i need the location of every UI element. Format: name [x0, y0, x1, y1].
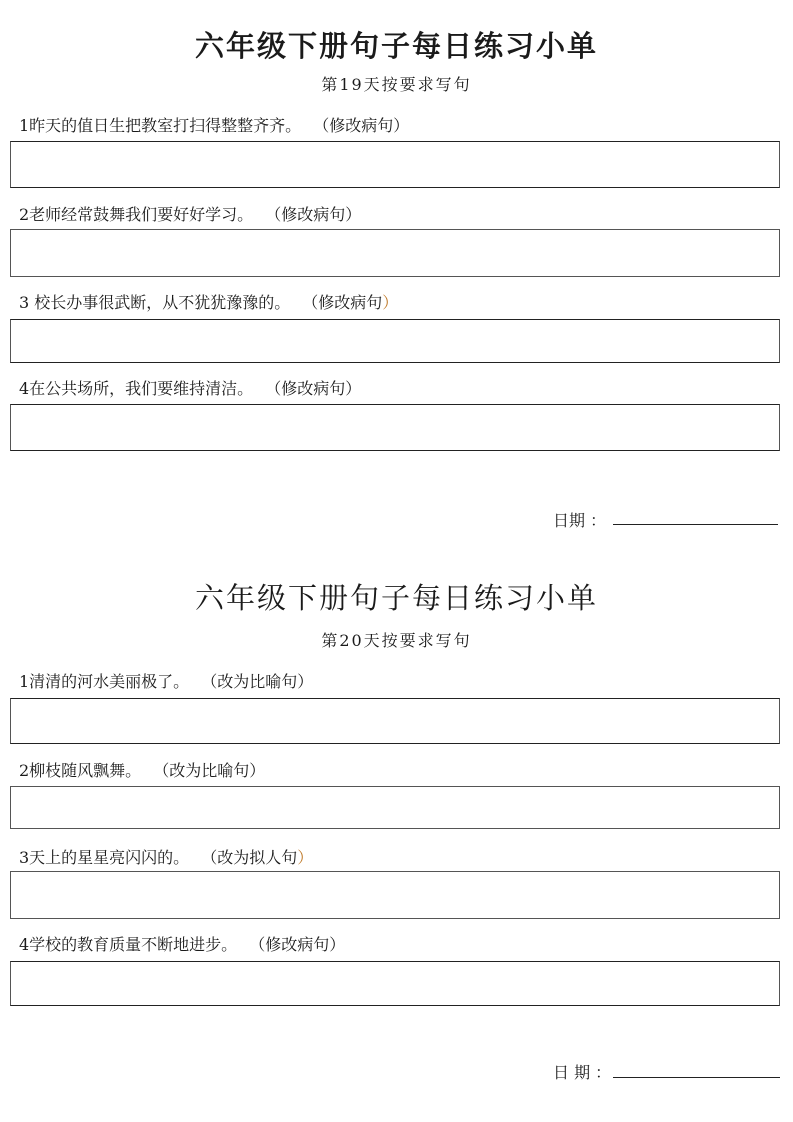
- question-4-prompt: [19, 932, 345, 955]
- date-label: 日 期 ：: [553, 1063, 612, 1082]
- question-2-answer-box[interactable]: [10, 229, 780, 277]
- question-2-instruction: （修改病句）: [273, 205, 362, 224]
- date-label: 日期 ：: [553, 511, 607, 530]
- question-1-instruction: （修改病句）: [321, 116, 410, 135]
- worksheet-title: 六年级下册句子每日练习小单: [194, 581, 598, 615]
- question-1-answer-box[interactable]: [10, 698, 780, 744]
- question-2-prompt: [19, 202, 361, 225]
- question-1-answer-box[interactable]: [10, 141, 780, 188]
- question-4-answer-box[interactable]: [10, 404, 780, 451]
- question-1-sentence: 1清清的河水美丽极了。: [19, 672, 190, 691]
- question-4-prompt: [19, 376, 361, 399]
- worksheet-subtitle: 第20天按要求写句: [321, 631, 472, 650]
- question-4-sentence: 4在公共场所，我们要维持清洁。: [19, 379, 254, 398]
- question-2-sentence: 2柳枝随风飘舞。: [19, 761, 142, 780]
- question-1-prompt: [19, 669, 313, 692]
- question-2-prompt: [19, 758, 265, 781]
- question-3-answer-box[interactable]: [10, 871, 780, 919]
- worksheet-subtitle: 第19天按要求写句: [321, 75, 472, 94]
- question-4-instruction: （修改病句）: [273, 379, 362, 398]
- question-1-prompt: [19, 113, 409, 136]
- question-3-sentence: 3天上的星星亮闪闪的。: [19, 848, 190, 867]
- worksheet-title: 六年级下册句子每日练习小单: [194, 29, 598, 63]
- question-4-sentence: 4学校的教育质量不断地进步。: [19, 935, 238, 954]
- question-1-instruction: （改为比喻句）: [209, 672, 314, 691]
- date-input-line[interactable]: [613, 1077, 780, 1078]
- question-4-instruction: （修改病句）: [257, 935, 346, 954]
- question-3-instruction: （改为拟人句）: [209, 848, 314, 867]
- date-input-line[interactable]: [613, 524, 778, 525]
- question-2-answer-box[interactable]: [10, 786, 780, 829]
- question-3-prompt: [19, 845, 313, 868]
- question-1-sentence: 1昨天的值日生把教室打扫得整整齐齐。: [19, 116, 302, 135]
- question-3-sentence: 3 校长办事很武断，从不犹犹豫豫的。: [19, 293, 291, 312]
- question-3-instruction: （修改病句）: [310, 293, 399, 312]
- question-4-answer-box[interactable]: [10, 961, 780, 1006]
- question-3-prompt: [19, 290, 398, 313]
- question-3-answer-box[interactable]: [10, 319, 780, 363]
- question-2-instruction: （改为比喻句）: [161, 761, 266, 780]
- question-2-sentence: 2老师经常鼓舞我们要好好学习。: [19, 205, 254, 224]
